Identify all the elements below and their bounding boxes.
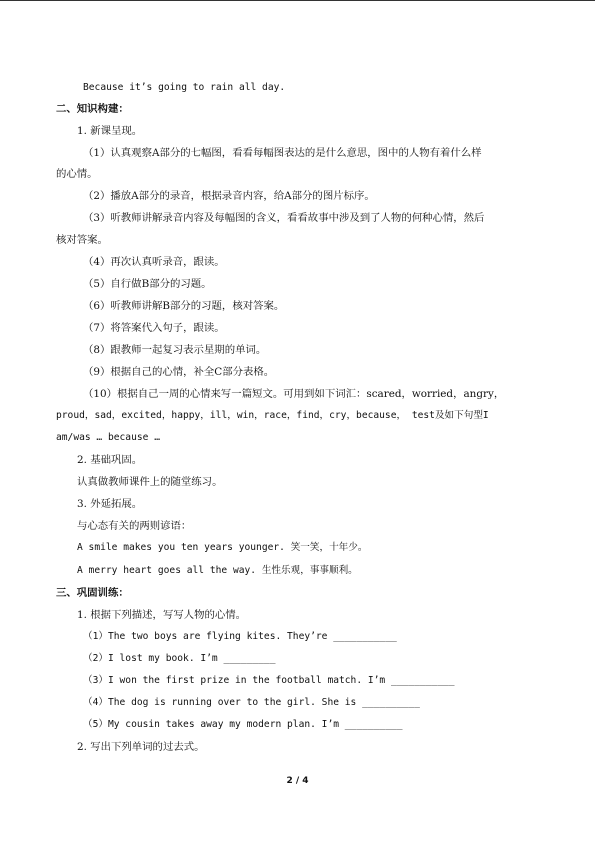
text-line: A smile makes you ten years younger. 笑一笑，十年少。 [77,542,368,553]
text-line: （2）播放A部分的录音，根据录音内容，给A部分的图片标序。 [83,190,375,202]
text-line: A merry heart goes all the way. 生性乐观，事事顺利。 [77,565,358,576]
text-line: 1. 根据下列描述，写写人物的心情。 [77,609,247,621]
section-heading: 二、知识构建： [56,103,129,115]
text-line: 2. 基础巩固。 [77,454,143,466]
text-line: （3）听教师讲解录音内容及每幅图的含义，看看故事中涉及到了人物的何种心情，然后 [83,212,485,224]
text-line: 认真做教师课件上的随堂练习。 [77,476,223,488]
text-line: am/was … because … [56,432,160,443]
text-line: （4）再次认真听录音，跟读。 [83,256,225,268]
exercise-item: （2）I lost my book. I’m _________ [83,653,276,664]
text-line: proud，sad，excited，happy，ill，win，race，find，cry，because， test及如下句型I [56,410,489,421]
text-line: （5）自行做B部分的习题。 [83,278,212,290]
page-number: 2 / 4 [286,776,309,786]
text-line: Because it’s going to rain all day. [83,82,286,93]
text-line: 1. 新课呈现。 [77,125,143,137]
text-line: （9）根据自己的心情，补全C部分表格。 [83,366,275,378]
exercise-item: （5）My cousin takes away my modern plan. I’m __________ [83,719,403,730]
exercise-item: （3）I won the first prize in the football match. I’m ___________ [83,675,455,686]
text-line: （1）认真观察A部分的七幅图，看看每幅图表达的是什么意思，图中的人物有着什么样 [83,147,482,159]
text-line: 3. 外延拓展。 [77,498,143,510]
text-line: （8）跟教师一起复习表示星期的单词。 [83,344,267,356]
text-line: （10）根据自己一周的心情来写一篇短文。可用到如下词汇：scared，worried，angry， [83,388,505,400]
exercise-item: （4）The dog is running over to the girl. She is __________ [83,697,420,708]
text-line: 与心态有关的两则谚语： [77,520,192,532]
section-heading: 三、巩固训练： [56,587,129,599]
text-line: 的心情。 [56,168,98,180]
text-line: 2. 写出下列单词的过去式。 [77,741,205,753]
exercise-item: （1）The two boys are flying kites. They’re ___________ [83,631,397,642]
text-line: 核对答案。 [56,234,108,246]
text-line: （7）将答案代入句子，跟读。 [83,322,225,334]
text-line: （6）听教师讲解B部分的习题，核对答案。 [83,300,285,312]
